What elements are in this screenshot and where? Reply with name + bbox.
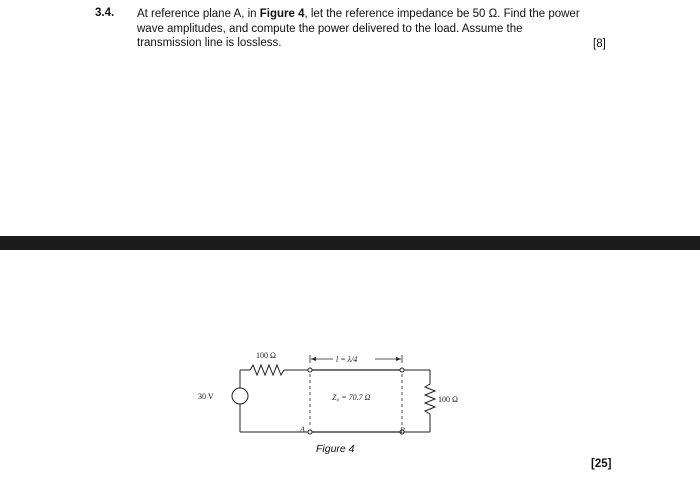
source-voltage-label: 30 V <box>198 392 214 401</box>
series-resistor-icon <box>250 365 284 375</box>
terminal-b-top <box>400 368 404 372</box>
circuit-diagram <box>190 340 470 440</box>
question-text-part-1: At reference plane A, in <box>137 8 260 20</box>
load-resistor-icon <box>425 384 435 414</box>
line-length-label: l = λ/4 <box>336 355 358 364</box>
terminal-a-bottom <box>308 430 312 434</box>
page-divider <box>0 236 700 250</box>
load-resistor-label: 100 Ω <box>438 395 458 404</box>
question-text <box>137 7 587 51</box>
question-marks: [8] <box>593 38 606 50</box>
length-arrowhead-left-icon <box>311 357 316 361</box>
figure-reference: Figure 4 <box>259 8 305 20</box>
question-text-part-2: , let the reference impedance be 50 Ω. Find the power wave amplitudes, and compute the power delivered to the load. Assume the transmission line is lossless. <box>137 8 580 49</box>
series-resistor-label: 100 Ω <box>256 351 276 360</box>
question-page-top <box>0 0 700 236</box>
length-arrowhead-right-icon <box>396 357 401 361</box>
terminal-a-top <box>308 368 312 372</box>
plane-b-label: B <box>400 426 405 435</box>
total-marks: [25] <box>591 458 612 470</box>
voltage-source-icon <box>232 388 248 404</box>
question-number: 3.4. <box>95 7 115 19</box>
plane-a-label: A <box>300 425 305 434</box>
figure-caption: Figure 4 <box>316 443 355 455</box>
characteristic-impedance-label: Z₀ = 70.7 Ω <box>332 393 371 402</box>
